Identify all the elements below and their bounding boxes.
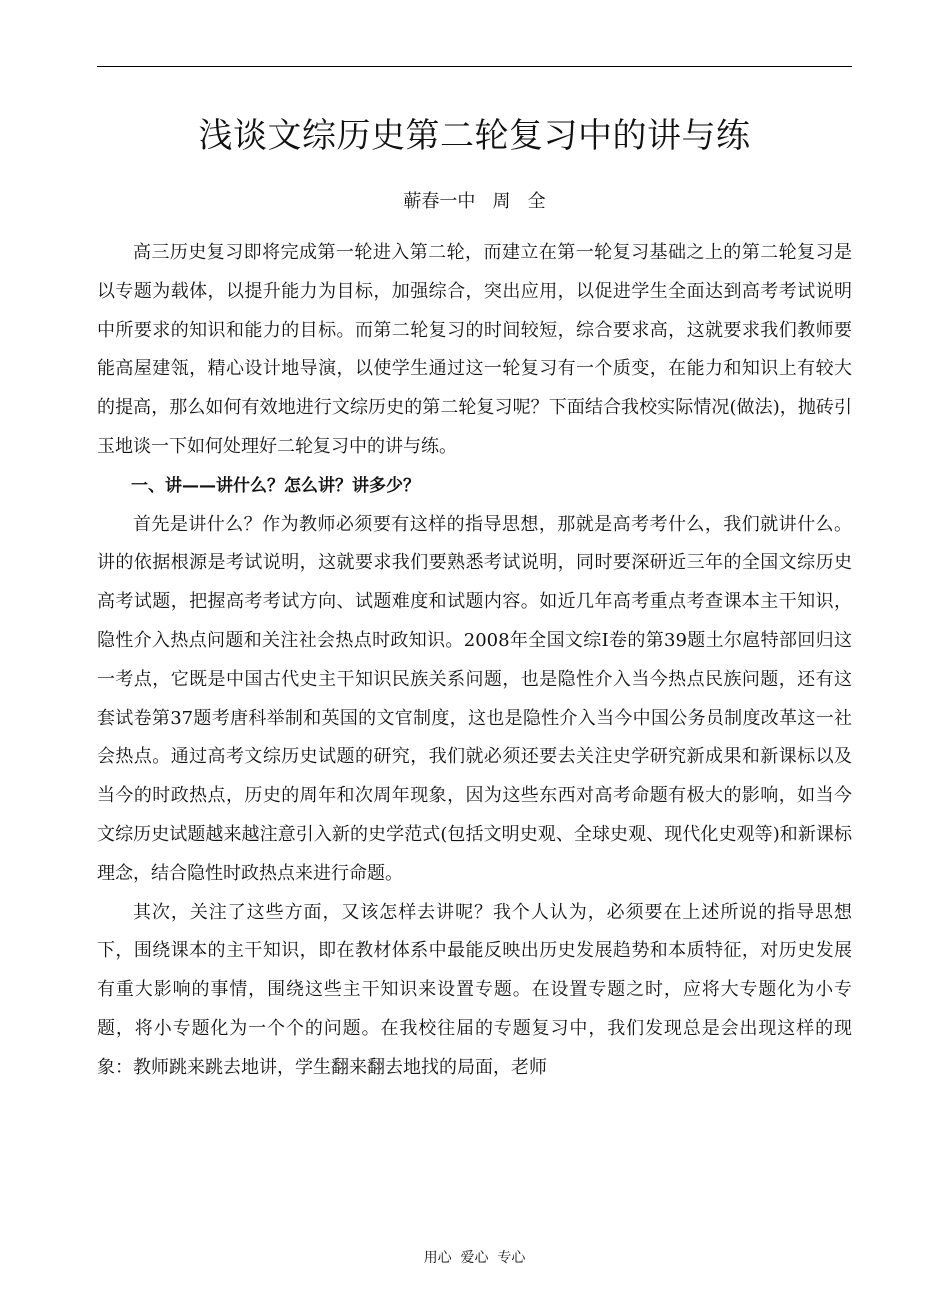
author-line: 蕲春一中 周 全	[403, 191, 546, 212]
document-body	[97, 234, 852, 1088]
paragraph-what-to-teach: 首先是讲什么？作为教师必须要有这样的指导思想，那就是高考考什么，我们就讲什么。讲的依据根源是考试说明，这就要求我们要熟悉考试说明，同时要深研近三年的全国文综历史高考试题，把握高考考试方向、试题难度和试题内容。如近几年高考重点考查课本主干知识，隐性介入热点问题和关注社会热点时政知识。2008年全国文综Ⅰ卷的第39题土尔扈特部回归这一考点，它既是中国古代史主干知识民族关系问题，也是隐性介入当今热点民族问题，还有这套试卷第37题考唐科举制和英国的文官制度，这也是隐性介入当今中国公务员制度改革这一社会热点。通过高考文综历史试题的研究，我们就必须还要去关注史学研究新成果和新课标以及当今的时政热点，历史的周年和次周年现象，因为这些东西对高考命题有极大的影响，如当今文综历史试题越来越注意引入新的史学范式(包括文明史观、全球史观、现代化史观等)和新课标理念，结合隐性时政热点来进行命题。	[97, 513, 852, 884]
paragraph-how-to-teach: 其次，关注了这些方面，又该怎样去讲呢？我个人认为，必须要在上述所说的指导思想下，围绕课本的主干知识，即在教材体系中最能反映出历史发展趋势和本质特征，对历史发展有重大影响的事情，围绕这些主干知识来设置专题。在设置专题之时，应将大专题化为小专题，将小专题化为一个个的问题。在我校往届的专题复习中，我们发现总是会出现这样的现象：教师跳来跳去地讲，学生翻来翻去地找的局面，老师	[97, 901, 852, 1078]
header-rule	[97, 66, 852, 67]
page-footer: 用心 爱心 专心	[423, 1250, 526, 1266]
section-heading: 一、讲——讲什么？怎么讲？讲多少？	[131, 475, 420, 496]
document-title: 浅谈文综历史第二轮复习中的讲与练	[198, 116, 751, 156]
paragraph-intro: 高三历史复习即将完成第一轮进入第二轮，而建立在第一轮复习基础之上的第二轮复习是以专题为载体，以提升能力为目标，加强综合，突出应用，以促进学生全面达到高考考试说明中所要求的知识和能力的目标。而第二轮复习的时间较短，综合要求高，这就要求我们教师要能高屋建瓴，精心设计地导演，以使学生通过这一轮复习有一个质变，在能力和知识上有较大的提高，那么如何有效地进行文综历史的第二轮复习呢？下面结合我校实际情况(做法)，抛砖引玉地谈一下如何处理好二轮复习中的讲与练。	[97, 242, 852, 457]
